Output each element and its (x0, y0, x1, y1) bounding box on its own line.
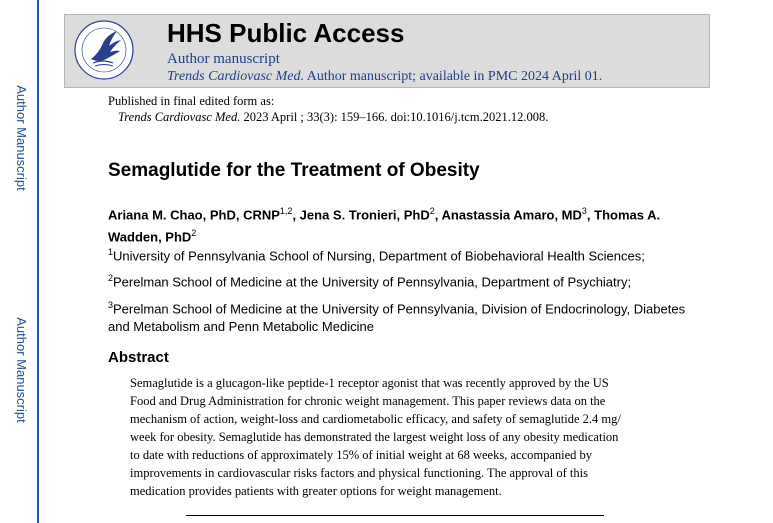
sidebar-label-author-manuscript: Author Manuscript (14, 85, 30, 191)
citation-details: 2023 April ; 33(3): 159–166. doi:10.1016/j.tcm.2021.12.008. (243, 110, 549, 124)
abstract-heading: Abstract (108, 349, 169, 366)
affiliation (108, 269, 708, 291)
published-label: Published in final edited form as: (108, 94, 275, 108)
affiliation-text: Perelman School of Medicine at the University of Pennsylvania, Department of Psychiatry; (113, 274, 632, 290)
author-affiliation-marker: 1,2 (279, 206, 293, 216)
author-name: Jena S. Tronieri, PhD (299, 207, 430, 223)
author-name: Anastassia Amaro, MD (441, 207, 582, 223)
affiliation-marker: 2 (108, 273, 114, 283)
affiliation-text: University of Pennsylvania School of Nursing, Department of Biobehavioral Health Sciences; (113, 248, 645, 264)
hhs-eagle-seal-icon (73, 19, 135, 81)
sidebar-label-author-manuscript-lower: Author Manuscript (14, 317, 30, 423)
abstract-line: Food and Drug Administration for chronic weight management. This paper reviews data on the (130, 394, 606, 408)
affiliation-marker: 1 (108, 247, 114, 257)
author-affiliation-marker: 2 (429, 206, 435, 216)
banner-availability: Author manuscript; available in PMC 2024 April 01. (306, 69, 603, 84)
affiliation (108, 243, 708, 265)
abstract-line: mechanism of action, weight-loss and cardiometabolic efficacy, and safety of semaglutide 2.4 mg/ (130, 412, 621, 426)
citation (118, 110, 548, 125)
abstract-line: improvements in cardiovascular risks factors and physical functioning. The approval of this (130, 466, 588, 480)
abstract-body (130, 374, 670, 500)
author-name: Ariana M. Chao, PhD, CRNP (108, 207, 280, 223)
abstract-line: week for obesity. Semaglutide has demonstrated the largest weight loss of any obesity medication (130, 430, 619, 444)
banner-title: HHS Public Access (167, 18, 405, 48)
article-title: Semaglutide for the Treatment of Obesity (108, 160, 480, 181)
abstract-line: to date with reductions of approximately 15% of initial weight at 68 weeks, accompanied by (130, 448, 593, 462)
footnote-divider (186, 515, 604, 516)
citation-journal: Trends Cardiovasc Med. (118, 110, 241, 124)
affiliation-text: Perelman School of Medicine at the University of Pennsylvania, Division of Endocrinology, Diabetes and Metabolism and Penn Metabolic Medicine (108, 301, 686, 335)
affiliation (108, 296, 708, 336)
banner-subtitle: Author manuscript (167, 51, 280, 67)
abstract-line: Semaglutide is a glucagon-like peptide-1 receptor agonist that was recently approved by the US (130, 376, 609, 390)
author-affiliation-marker: 2 (191, 228, 197, 239)
author-affiliation-marker: 3 (581, 206, 587, 216)
author-list: Ariana M. Chao, PhD, CRNP$^{1,2}$, Jena S. Tronieri, PhD$^2$, Anastassia Amaro, $MD^3$, Thomas A. Wadden, PhD$^2$ (108, 206, 661, 245)
banner-journal: Trends Cardiovasc Med. (167, 69, 305, 84)
sidebar-divider (37, 0, 39, 523)
abstract-line: medication provides patients with greater options for weight management. (130, 484, 502, 498)
author-name: Thomas A. Wadden, PhD (108, 207, 661, 245)
banner-availability-line (167, 69, 602, 85)
hhs-public-access-banner (64, 14, 710, 88)
affiliation-marker: 3 (108, 300, 114, 310)
